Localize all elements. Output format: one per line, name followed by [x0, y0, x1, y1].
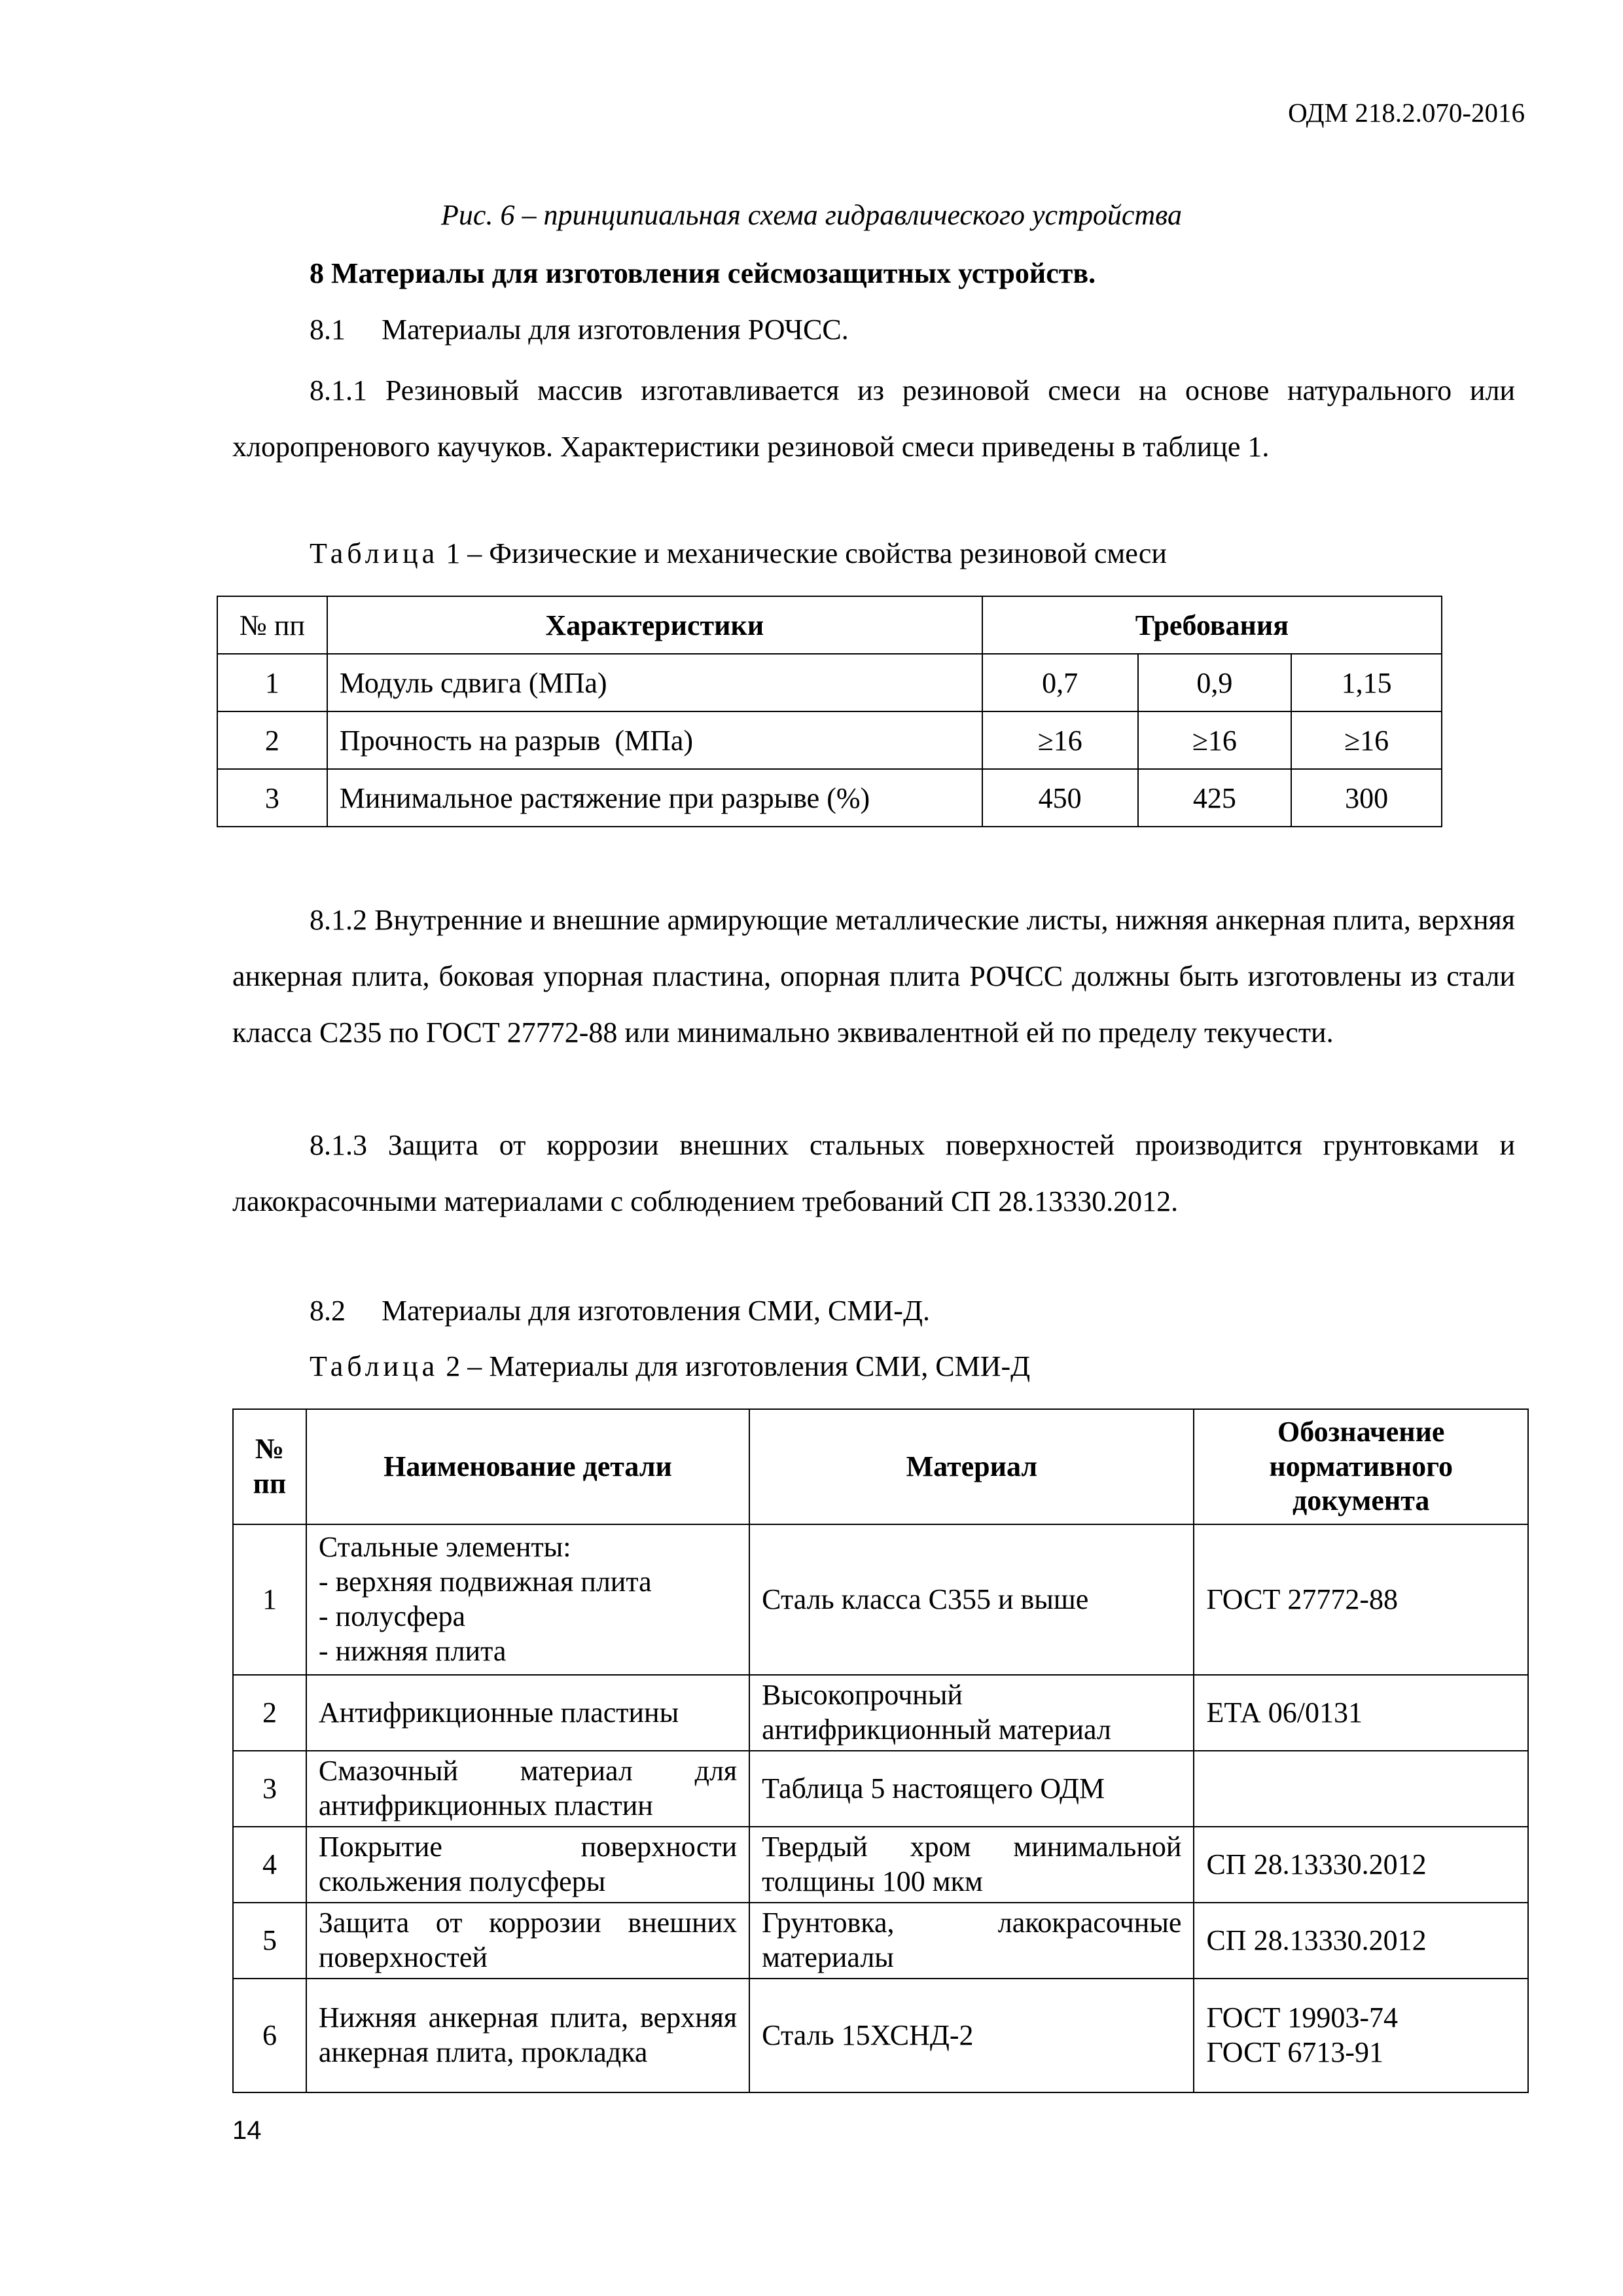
- list-item: - нижняя плита: [318, 1634, 507, 1667]
- table1-header-num: № пп: [217, 596, 327, 654]
- table-cell: 1: [233, 1524, 306, 1675]
- table-row: [233, 1979, 1528, 2092]
- table2-caption-text: 2 – Материалы для изготовления СМИ, СМИ-Д: [438, 1350, 1031, 1382]
- table1-caption-label: Таблица: [310, 537, 439, 569]
- table-cell: Смазочный материал для антифрикционных пластин: [306, 1751, 749, 1827]
- list-item: - полусфера: [318, 1600, 466, 1632]
- table-cell: 3: [217, 769, 327, 827]
- table1-header-row: [217, 596, 1442, 654]
- document-ref: ГОСТ 19903-74: [1206, 2001, 1398, 2034]
- document-code: ОДМ 218.2.070-2016: [1288, 98, 1525, 128]
- table-cell: Таблица 5 настоящего ОДМ: [749, 1751, 1194, 1827]
- table-cell: ≥16: [982, 711, 1138, 769]
- table-cell: 300: [1291, 769, 1442, 827]
- table-cell: 1: [217, 654, 327, 711]
- subsection-8-2: 8.2 Материалы для изготовления СМИ, СМИ-Д.: [310, 1295, 930, 1327]
- table1-caption-text: 1 – Физические и механические свойства резиновой смеси: [438, 537, 1167, 569]
- table-cell: [1194, 1979, 1528, 2092]
- table-cell: 450: [982, 769, 1138, 827]
- table-row: [217, 711, 1442, 769]
- table2-caption-label: Таблица: [310, 1350, 439, 1382]
- list-item: - верхняя подвижная плита: [318, 1566, 652, 1598]
- table-row: [217, 654, 1442, 711]
- table-cell: 4: [233, 1827, 306, 1903]
- table-row: [233, 1827, 1528, 1903]
- table-cell: Сталь 15ХСНД-2: [749, 1979, 1194, 2092]
- table-cell: Нижняя анкерная плита, верхняя анкерная плита, прокладка: [306, 1979, 749, 2092]
- table-cell: Защита от коррозии внешних поверхностей: [306, 1903, 749, 1979]
- table-cell: 3: [233, 1751, 306, 1827]
- table-cell: ≥16: [1138, 711, 1292, 769]
- table-row: [233, 1524, 1528, 1675]
- table-row: [233, 1675, 1528, 1751]
- table-cell: 2: [217, 711, 327, 769]
- subsection-8-1: 8.1 Материалы для изготовления РОЧСС.: [310, 314, 849, 346]
- page-number: 14: [232, 2116, 262, 2145]
- table-2: [232, 1408, 1529, 2093]
- table2-header-material: Материал: [749, 1409, 1194, 1524]
- table2-header-row: [233, 1409, 1528, 1524]
- table2-header-num: № пп: [233, 1409, 306, 1524]
- detail-group-label: Стальные элементы:: [318, 1531, 571, 1564]
- table2-header-document: Обозначение нормативного документа: [1194, 1409, 1528, 1524]
- section-heading: 8 Материалы для изготовления сейсмозащитных устройств.: [310, 257, 1096, 289]
- table-cell: 1,15: [1291, 654, 1442, 711]
- paragraph-8-1-3: 8.1.3 Защита от коррозии внешних стальных поверхностей производится грунтовками и лакокрасочными материалами с соблюдением требований СП 28.13330.2012.: [232, 1129, 1515, 1217]
- table-row: [233, 1903, 1528, 1979]
- table-cell: ГОСТ 27772-88: [1194, 1524, 1528, 1675]
- table2-caption: [310, 1350, 1030, 1383]
- table-cell: ≥16: [1291, 711, 1442, 769]
- table-cell: 6: [233, 1979, 306, 2092]
- paragraph-8-1-1: 8.1.1 Резиновый массив изготавливается из резиновой смеси на основе натурального или хлоропренового каучуков. Характеристики резиновой смеси приведены в таблице 1.: [232, 374, 1515, 463]
- table-row: [233, 1751, 1528, 1827]
- table-1: [217, 596, 1442, 827]
- table-cell: Модуль сдвига (МПа): [327, 654, 982, 711]
- table-cell: Минимальное растяжение при разрыве (%): [327, 769, 982, 827]
- table-cell: Прочность на разрыв (МПа): [327, 711, 982, 769]
- table-cell: Антифрикционные пластины: [306, 1675, 749, 1751]
- table-cell: Покрытие поверхности скольжения полусферы: [306, 1827, 749, 1903]
- paragraph-8-1-2: 8.1.2 Внутренние и внешние армирующие металлические листы, нижняя анкерная плита, верхняя анкерная плита, боковая упорная пластина, опорная плита РОЧСС должны быть изготовлены из стали класса С235 по ГОСТ 27772-88 или минимально эквивалентной ей по пределу текучести.: [232, 904, 1515, 1049]
- table1-header-characteristics: Характеристики: [327, 596, 982, 654]
- table-cell: ЕТА 06/0131: [1194, 1675, 1528, 1751]
- table-cell: [306, 1524, 749, 1675]
- table-cell: 425: [1138, 769, 1292, 827]
- table-cell: 0,7: [982, 654, 1138, 711]
- document-ref: ГОСТ 6713-91: [1206, 2036, 1383, 2068]
- figure-caption: Рис. 6 – принципиальная схема гидравлического устройства: [441, 199, 1182, 231]
- table-cell: 5: [233, 1903, 306, 1979]
- table-cell: СП 28.13330.2012: [1194, 1903, 1528, 1979]
- table-cell: Грунтовка, лакокрасочные материалы: [749, 1903, 1194, 1979]
- table-cell: 2: [233, 1675, 306, 1751]
- table-row: [217, 769, 1442, 827]
- table1-caption: [310, 537, 1167, 570]
- table-cell: Твердый хром минимальной толщины 100 мкм: [749, 1827, 1194, 1903]
- table-cell: [1194, 1751, 1528, 1827]
- table-cell: Высокопрочный антифрикционный материал: [749, 1675, 1194, 1751]
- table1-header-requirements: Требования: [982, 596, 1442, 654]
- table-cell: Сталь класса С355 и выше: [749, 1524, 1194, 1675]
- table2-header-detail: Наименование детали: [306, 1409, 749, 1524]
- table-cell: 0,9: [1138, 654, 1292, 711]
- table-cell: СП 28.13330.2012: [1194, 1827, 1528, 1903]
